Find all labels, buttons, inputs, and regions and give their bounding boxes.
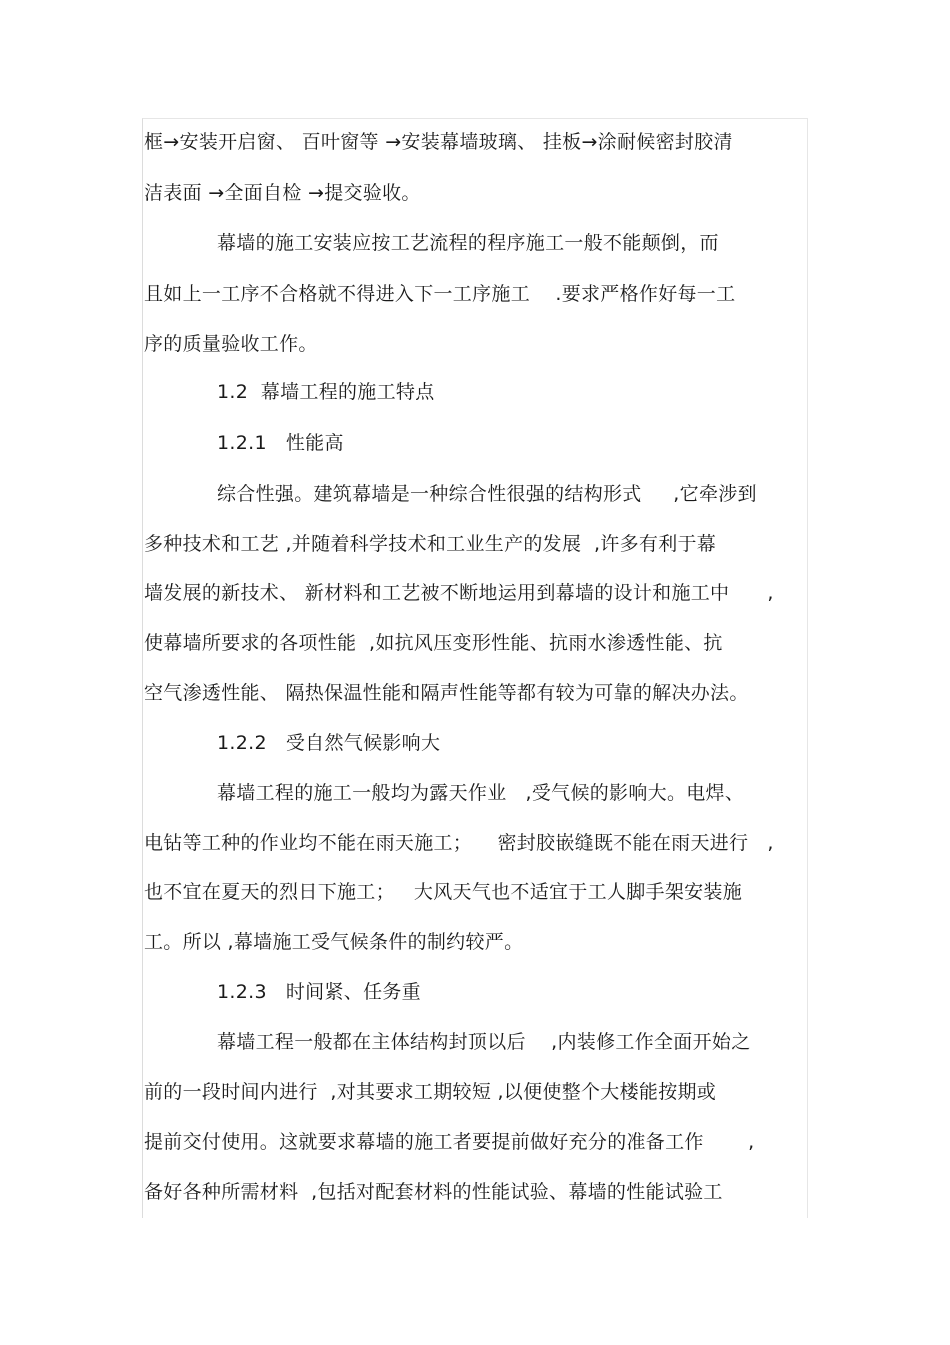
subsection-heading: 1.2.1 性能高: [217, 432, 344, 454]
paragraph-first-line: 综合性强。建筑幕墙是一种综合性很强的结构形式 ,它牵涉到: [217, 483, 757, 505]
paragraph-first-line: 幕墙工程的施工一般均为露天作业 ,受气候的影响大。电焊、: [217, 782, 745, 804]
paragraph-first-line: 幕墙的施工安装应按工艺流程的程序施工一般不能颠倒，而: [217, 232, 719, 254]
subsection-heading: 1.2.2 受自然气候影响大: [217, 732, 441, 754]
text-line: 序的质量验收工作。: [144, 333, 318, 355]
text-line: 提前交付使用。这就要求幕墙的施工者要提前做好充分的准备工作 ,: [144, 1131, 755, 1153]
text-line: 墙发展的新技术、 新材料和工艺被不断地运用到幕墙的设计和施工中 ,: [144, 582, 774, 604]
text-line: 多种技术和工艺 ,并随着科学技术和工业生产的发展 ,许多有利于幕: [144, 533, 717, 555]
text-line: 也不宜在夏天的烈日下施工； 大风天气也不适宜于工人脚手架安装施: [144, 881, 743, 903]
text-line: 前的一段时间内进行 ,对其要求工期较短 ,以便使整个大楼能按期或: [144, 1081, 717, 1103]
subsection-heading: 1.2.3 时间紧、任务重: [217, 981, 421, 1003]
text-line: 空气渗透性能、 隔热保温性能和隔声性能等都有较为可靠的解决办法。: [144, 682, 749, 704]
text-line: 工。所以 ,幕墙施工受气候条件的制约较严。: [144, 931, 524, 953]
section-heading: 1.2 幕墙工程的施工特点: [217, 381, 435, 403]
text-line: 框→安装开启窗、 百叶窗等 →安装幕墙玻璃、 挂板→涂耐候密封胶清: [144, 131, 733, 153]
paragraph-first-line: 幕墙工程一般都在主体结构封顶以后 ,内装修工作全面开始之: [217, 1031, 751, 1053]
text-line: 洁表面 →全面自检 →提交验收。: [144, 182, 421, 204]
text-line: 备好各种所需材料 ,包括对配套材料的性能试验、幕墙的性能试验工: [144, 1181, 723, 1203]
text-line: 电钻等工种的作业均不能在雨天施工； 密封胶嵌缝既不能在雨天进行 ,: [144, 832, 774, 854]
text-line: 使幕墙所要求的各项性能 ,如抗风压变形性能、抗雨水渗透性能、抗: [144, 632, 723, 654]
text-line: 且如上一工序不合格就不得进入下一工序施工 .要求严格作好每一工: [144, 283, 736, 305]
